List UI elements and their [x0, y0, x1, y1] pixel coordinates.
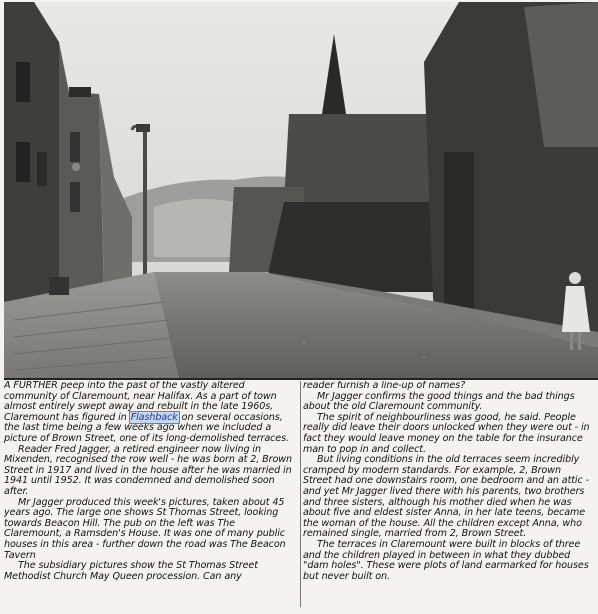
- street-photograph: [4, 2, 598, 380]
- article-column-left: [4, 381, 293, 609]
- article-paragraph: The subsidiary pictures show the St Thomas Street Methodist Church May Queen procession. Can any: [4, 560, 258, 582]
- article-paragraph: The terraces in Claremount were built in blocks of three and the children played in between in what they dubbed "dam holes". These were plots of land earmarked for houses but never built on.: [303, 538, 589, 582]
- article-paragraph: Mr Jagger confirms the good things and the bad things about the old Claremount community.: [303, 390, 575, 413]
- article-paragraph: reader furnish a line-up of names?: [303, 381, 466, 391]
- paragraph-text: on several occasions, the last time being a few weeks ago when we included a picture of Brown Street, one of its long-demolished terraces.: [4, 411, 289, 444]
- article-paragraph: Reader Fred Jagger, a retired engineer now living in Mixenden, recognised the row well - he was born at 2, Brown Street in 1917 and lived in the house after he was married in 1941 until 1952. It was condemned and demolished soon after.: [4, 443, 292, 497]
- article-paragraph: Mr Jagger produced this week's pictures, taken about 45 years ago. The large one shows St Thomas Street, looking towards Beacon Hill. The pub on the left was The Claremount, a Ramsden's House. It was one of many public houses in this area - further down the road was The Beacon Tavern: [4, 496, 286, 561]
- flashback-link[interactable]: Flashback: [130, 411, 178, 423]
- paragraph-text: A FURTHER peep into the past of the vastly altered community of Claremount, near Halifax. As a part of town almost entirely swept away and rebuilt in the late 1960s, Claremount has figured in: [4, 381, 277, 423]
- article-paragraph: The spirit of neighbourliness was good, he said. People really did leave their doors unlocked when they were out - in fact they would leave money on the table for the insurance man to pop in and collect.: [303, 411, 590, 455]
- article-body: [4, 381, 592, 609]
- article-paragraph: [4, 381, 293, 445]
- article-column-right: [303, 381, 592, 609]
- article-paragraph: But living conditions in the old terraces seem incredibly cramped by modern standards. For example, 2, Brown Street had one downstairs room, one bedroom and an attic - and yet Mr Jagger lived there with his parents, two brothers and three sisters, although his mother died when he was about five and eldest sister Anna, in her late teens, became the woman of the house. All the children except Anna, who remained single, married from 2, Brown Street.: [303, 454, 589, 540]
